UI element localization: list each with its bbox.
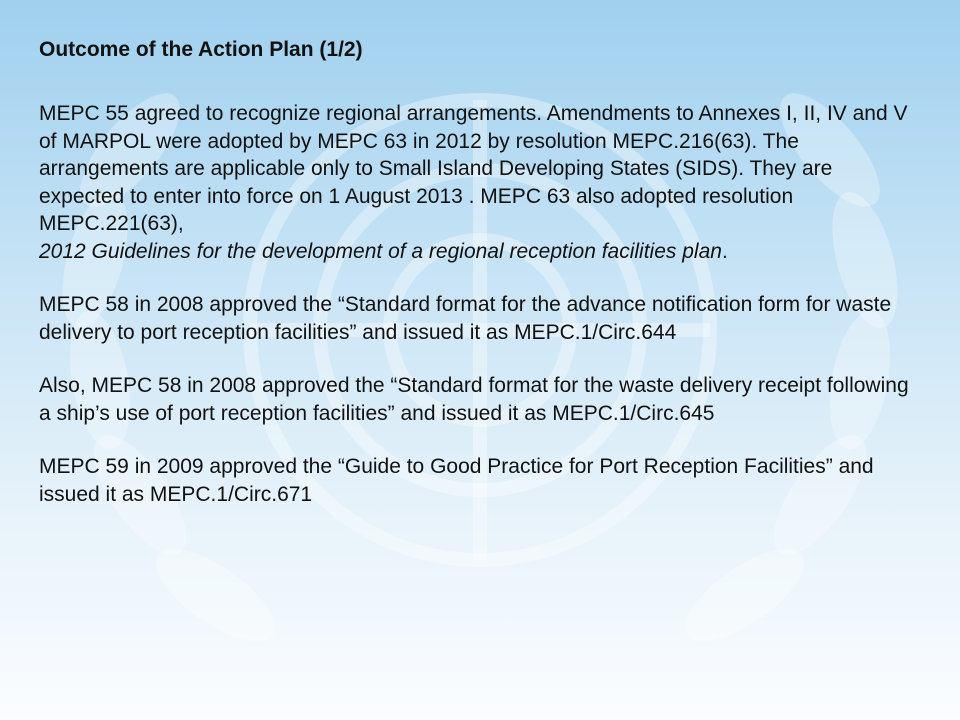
paragraph-end-period: .: [721, 239, 728, 263]
paragraph-waste-delivery-receipt: Also, MEPC 58 in 2008 approved the “Standard format for the waste delivery receipt following a ship’s use of port reception facilities” and issued it as MEPC.1/Circ.645: [39, 374, 909, 425]
guidelines-title: 2012 Guidelines for the development of a regional reception facilities plan: [39, 239, 722, 263]
slide-title: Outcome of the Action Plan (1/2): [39, 38, 363, 61]
paragraph-regional-arrangements-text: MEPC 55 agreed to recognize regional arrangements. Amendments to Annexes I, II, IV and V of MARPOL were adopted by MEPC 63 in 2012 by resolution MEPC.216(63). The arrangements are applicable only to Small Island Developing States (SIDS). They are expected to enter into force on 1 August 2013 . MEPC 63 also adopted resolution MEPC.221(63),: [39, 102, 908, 235]
paragraph-advance-notification: MEPC 58 in 2008 approved the “Standard format for the advance notification form for waste delivery to port reception facilities” and issued it as MEPC.1/Circ.644: [39, 293, 892, 344]
paragraph-regional-arrangements: [39, 100, 919, 265]
paragraph-good-practice-guide: MEPC 59 in 2009 approved the “Guide to Good Practice for Port Reception Facilities” and issued it as MEPC.1/Circ.671: [39, 455, 874, 506]
slide-content: [39, 36, 919, 508]
